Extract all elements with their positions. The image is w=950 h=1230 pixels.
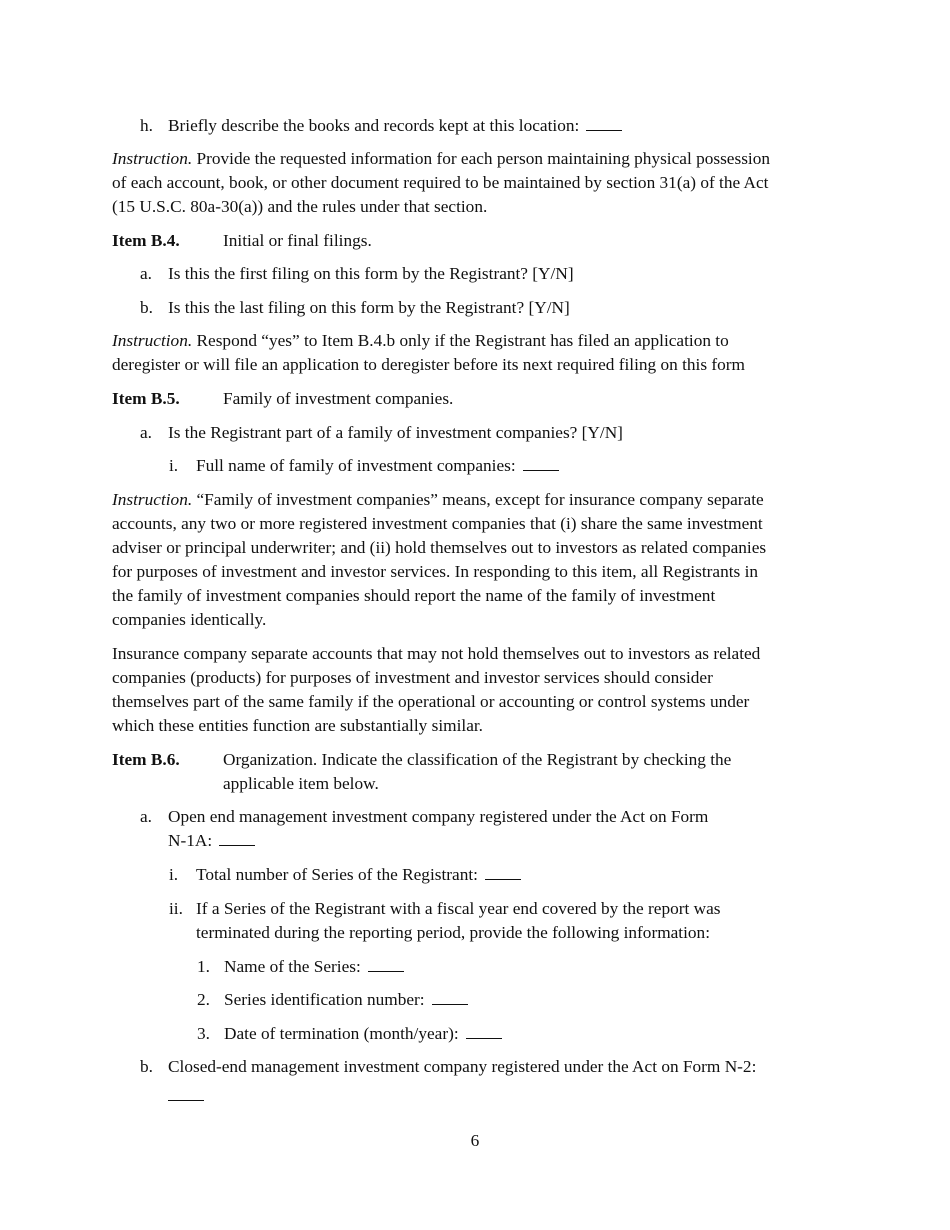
instruction-b4-line-1 [112, 329, 729, 353]
instruction-b4-label: Instruction. [112, 331, 193, 350]
item-b4b-text[interactable]: Is this the last filing on this form by the Registrant? [Y/N] [168, 298, 570, 317]
item-b5-title: Family of investment companies. [223, 389, 454, 408]
item-b6a-blank[interactable] [219, 830, 255, 846]
item-b6a-marker: a. [140, 807, 152, 826]
instruction-b3-label: Instruction. [112, 149, 193, 168]
instruction-b4-line-2: deregister or will file an application to deregister before its next required filing on this form [112, 355, 745, 374]
item-b6aii-2-marker: 2. [197, 990, 210, 1009]
item-b6aii-3-text: Date of termination (month/year): [224, 1024, 459, 1043]
instruction-b5-text-1: “Family of investment companies” means, except for insurance company separate [196, 490, 764, 509]
instruction-b3-line-2: of each account, book, or other document required to be maintained by section 31(a) of the Act [112, 173, 769, 192]
instruction-b5-line-5: the family of investment companies should report the name of the family of investment [112, 586, 716, 605]
item-b6b-marker: b. [140, 1057, 153, 1076]
item-b6b-line-2 [168, 1084, 204, 1108]
item-b6-label: Item B.6. [112, 750, 180, 769]
item-b6aii-marker: ii. [169, 899, 183, 918]
item-b6ai-marker: i. [169, 865, 179, 884]
item-b6ai-text: Total number of Series of the Registrant: [196, 865, 478, 884]
b5-paragraph-line-2: companies (products) for purposes of investment and investor services should consider [112, 668, 713, 687]
item-b4b-marker: b. [140, 298, 153, 317]
item-b5-label: Item B.5. [112, 389, 180, 408]
b5-paragraph-line-3: themselves part of the same family if the operational or accounting or control systems under [112, 692, 750, 711]
instruction-b3-line-3: (15 U.S.C. 80a-30(a)) and the rules under that section. [112, 197, 488, 216]
item-b6aii-2 [224, 988, 468, 1012]
item-b6-title-line-1: Organization. Indicate the classification of the Registrant by checking the [223, 750, 732, 769]
instruction-b3-line-1 [112, 147, 770, 171]
item-b6aii-3 [224, 1022, 502, 1046]
instruction-b4-text-1: Respond “yes” to Item B.4.b only if the Registrant has filed an application to [196, 331, 729, 350]
item-b4-label: Item B.4. [112, 231, 180, 250]
item-b6a-line-2 [168, 829, 255, 853]
item-b6ai [196, 863, 521, 887]
page-number: 6 [470, 1131, 480, 1150]
item-b6aii-1-marker: 1. [197, 957, 210, 976]
instruction-b5-line-4: for purposes of investment and investor services. In responding to this item, all Registrants in [112, 562, 759, 581]
item-b5ai-marker: i. [169, 456, 179, 475]
instruction-b5-line-3: adviser or principal underwriter; and (ii) hold themselves out to investors as related companies [112, 538, 767, 557]
item-b5ai [196, 454, 559, 478]
item-h-text: Briefly describe the books and records kept at this location: [168, 116, 580, 135]
item-b5ai-text: Full name of family of investment companies: [196, 456, 516, 475]
b5-paragraph-line-1: Insurance company separate accounts that may not hold themselves out to investors as related [112, 644, 761, 663]
item-b5ai-blank[interactable] [523, 455, 559, 471]
instruction-b5-line-6: companies identically. [112, 610, 267, 629]
item-b5a-marker: a. [140, 423, 152, 442]
item-h [168, 114, 622, 138]
item-b6aii-line-2: terminated during the reporting period, provide the following information: [196, 923, 710, 942]
item-h-marker: h. [140, 116, 153, 135]
item-b4a-text[interactable]: Is this the first filing on this form by the Registrant? [Y/N] [168, 264, 574, 283]
item-b5a-text[interactable]: Is the Registrant part of a family of investment companies? [Y/N] [168, 423, 623, 442]
item-b6aii-1-text: Name of the Series: [224, 957, 361, 976]
item-b6b-text: Closed-end management investment company registered under the Act on Form N-2: [168, 1057, 757, 1076]
item-b6aii-2-text: Series identification number: [224, 990, 425, 1009]
b5-paragraph-line-4: which these entities function are substantially similar. [112, 716, 483, 735]
item-b4-title: Initial or final filings. [223, 231, 372, 250]
item-b4a-marker: a. [140, 264, 152, 283]
item-b6-title-line-2: applicable item below. [223, 774, 379, 793]
instruction-b5-line-1 [112, 488, 764, 512]
item-b6a-line-1: Open end management investment company registered under the Act on Form [168, 807, 709, 826]
item-b6aii-1 [224, 955, 404, 979]
item-b6aii-line-1: If a Series of the Registrant with a fiscal year end covered by the report was [196, 899, 721, 918]
item-b6aii-3-blank[interactable] [466, 1023, 502, 1039]
item-b6aii-2-blank[interactable] [432, 989, 468, 1005]
item-b6aii-1-blank[interactable] [368, 956, 404, 972]
item-b6b-blank[interactable] [168, 1085, 204, 1101]
item-b6a-text-2: N-1A: [168, 831, 213, 850]
item-h-blank[interactable] [586, 115, 622, 131]
item-b6aii-3-marker: 3. [197, 1024, 210, 1043]
item-b6ai-blank[interactable] [485, 864, 521, 880]
instruction-b5-label: Instruction. [112, 490, 193, 509]
instruction-b3-text-1: Provide the requested information for each person maintaining physical possession [196, 149, 771, 168]
instruction-b5-line-2: accounts, any two or more registered investment companies that (i) share the same investment [112, 514, 763, 533]
